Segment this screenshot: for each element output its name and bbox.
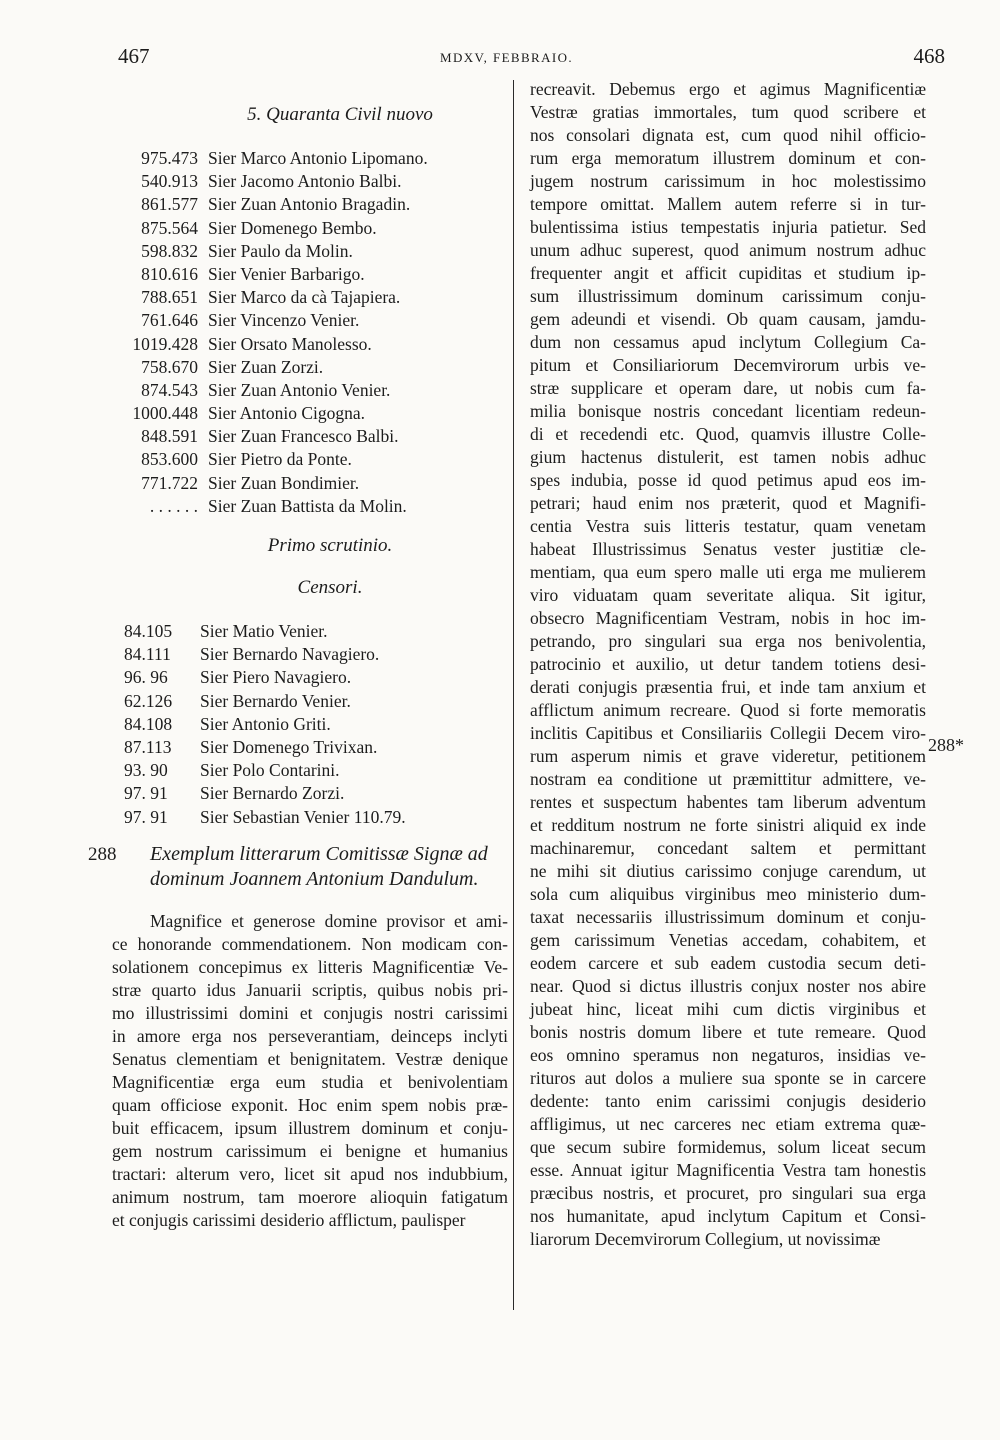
vote-count: 97. 91 — [124, 806, 168, 827]
page-number-left: 467 — [118, 44, 150, 68]
censor-row — [112, 644, 508, 667]
text-line: di et recedendi etc. Quod, quamvis illustre Colle- — [530, 424, 926, 444]
vote-count: 84.108 — [124, 713, 173, 734]
vote-count: 810.616 — [141, 263, 198, 284]
vote-count: 84.105 — [124, 621, 173, 641]
text-line: Magnificentiæ erga eum studia et benivolentiam — [112, 1071, 508, 1092]
document-number: 288 — [88, 843, 117, 865]
text-line: gem adeundi et visendi. Ob quam causam, jamdu- — [530, 309, 926, 329]
page-number-right: 468 — [913, 44, 945, 68]
text-line: jugem nostrum carissimum in hoc molestissimo — [530, 171, 926, 191]
left-column — [88, 104, 508, 1232]
text-line: nos consolari dignata est, cum quod nihil officio- — [530, 125, 926, 145]
election-row — [112, 449, 508, 472]
text-line: gem nostrum carissimum ei benigne et humanius — [112, 1140, 508, 1161]
candidate-name: Sier Piero Navagiero. — [200, 667, 352, 688]
text-line: esse. Annuat igitur Magnificentia Vestra tam honestis — [530, 1160, 926, 1180]
text-line: rituros aut dolos a muliere sua sponte se in carcere — [530, 1068, 926, 1088]
candidate-name: Sier Polo Contarini. — [200, 760, 340, 781]
text-line: rentes et suspectum habentes tam liberum adventum — [530, 792, 926, 812]
candidate-name: Sier Marco da cà Tajapiera. — [208, 287, 401, 308]
document-heading — [88, 842, 508, 892]
candidate-name: Sier Zuan Bondimier. — [208, 472, 360, 493]
text-line: ne mihi sit diutius carissimo conjuge carendum, ut — [530, 861, 926, 881]
vote-count: 87.113 — [124, 736, 172, 757]
censors-subtitle: Censori. — [297, 577, 363, 598]
candidate-name: Sier Matio Venier. — [200, 621, 328, 641]
election-row — [112, 264, 508, 287]
text-line: in amore erga nos perseverantiam, deinceps inclyti — [112, 1025, 508, 1046]
text-line: nostram ea conditione ut præmittitur admittere, ve- — [530, 769, 926, 789]
text-line: centia Vestra suis litteris testatur, quam venetam — [530, 516, 926, 536]
text-line: petrari; haud enim nos præterit, quod et Magnifi- — [530, 493, 926, 513]
vote-count: 874.543 — [141, 379, 198, 400]
candidate-name: Sier Antonio Griti. — [200, 713, 331, 734]
text-line: rum asperum nimis et grave videretur, petitionem — [530, 746, 926, 766]
text-line: near. Quod si dictus illustris conjux noster nos abire — [530, 976, 926, 996]
text-line: taxat necessariis illustrissimum dominum et conju- — [530, 907, 926, 927]
text-line: bonis nostris domum libere et tute remeare. Quod — [530, 1022, 926, 1042]
vote-count: 540.913 — [141, 171, 198, 192]
censor-row — [112, 621, 508, 644]
election-row — [112, 334, 508, 357]
text-line: obsecro Magnificentiam Vestram, nobis in hoc im- — [530, 608, 926, 628]
vote-count: 861.577 — [141, 194, 198, 215]
vote-count: 1000.448 — [132, 403, 198, 424]
text-line: buit efficacem, ipsum illustrem dominum et conju- — [112, 1117, 508, 1138]
election-row — [112, 310, 508, 333]
text-line: milia bonisque nostris concedant licentiam redeun- — [530, 401, 926, 421]
text-line: gem carissimum Venetias accedam, cohabitem, et — [530, 930, 926, 950]
text-line: frequenter angit et afficit cupiditas et studium ip- — [530, 263, 926, 283]
text-line: tempore omittat. Mallem autem referre si in tur- — [530, 194, 926, 214]
election-row — [112, 287, 508, 310]
text-line: stræ quarto idus Januarii scriptis, quibus nobis pri- — [112, 979, 508, 1000]
election-row — [112, 403, 508, 426]
election-row — [112, 171, 508, 194]
election-row — [112, 148, 508, 171]
vote-count: 1019.428 — [132, 333, 198, 354]
text-line: tractari: alterum vero, licet sit apud nos indubbium, — [112, 1163, 508, 1184]
candidate-name: Sier Jacomo Antonio Balbi. — [208, 171, 402, 192]
candidate-name: Sier Domenego Bembo. — [208, 217, 377, 238]
text-line: dedente: tanto enim carissimi conjugis desiderio — [530, 1091, 926, 1111]
text-line: mentiam, qua eum spero malle uti erga me mulierem — [530, 562, 926, 582]
text-line: unum adhuc superest, quod animum nostrum adhuc — [530, 240, 926, 260]
text-line: rum erga memoratum illustrem dominum et con- — [530, 148, 926, 168]
text-line: affligimus, ut nec carceres nec etiam extrema quæ- — [530, 1114, 926, 1134]
running-title: MDXV, FEBBRAIO. — [440, 50, 574, 65]
candidate-name: Sier Orsato Manolesso. — [208, 333, 372, 354]
election-row — [112, 380, 508, 403]
text-line: sola cum aliquibus virginibus meo ministerio dum- — [530, 884, 926, 904]
candidate-name: Sier Sebastian Venier 110.79. — [200, 806, 406, 827]
text-line: quam officiose exponit. Hoc enim spem nobis præ- — [112, 1094, 508, 1115]
candidate-name: Sier Venier Barbarigo. — [208, 263, 365, 284]
candidate-name: Sier Bernardo Navagiero. — [200, 644, 380, 665]
vote-count: 761.646 — [141, 310, 198, 331]
text-line: viro viduatam quam severitate aliqua. Sit igitur, — [530, 585, 926, 605]
candidate-name: Sier Vincenzo Venier. — [208, 310, 360, 331]
left-body-text — [112, 910, 508, 1232]
election-row — [112, 473, 508, 496]
vote-count: 97. 91 — [124, 783, 168, 804]
vote-count: 62.126 — [124, 690, 173, 711]
text-line: Magnifice et generose domine provisor et ami- — [150, 910, 508, 931]
election-row — [112, 426, 508, 449]
text-line: ce honorande commendationem. Non modicam con- — [112, 933, 508, 954]
candidate-name: Sier Bernardo Venier. — [200, 690, 351, 711]
right-column — [530, 78, 926, 1251]
text-line: sum illustrissimum dominum carissimum conju- — [530, 286, 926, 306]
vote-count: 853.600 — [141, 449, 198, 470]
censor-row — [112, 783, 508, 806]
censor-row — [112, 737, 508, 760]
page-header — [0, 44, 1000, 74]
text-line: petrando, pro singulari sua erga nos benivolentia, — [530, 631, 926, 651]
censor-row — [112, 807, 508, 830]
candidate-name: Sier Zuan Zorzi. — [208, 356, 324, 377]
candidate-name: Sier Bernardo Zorzi. — [200, 783, 345, 804]
censor-row — [112, 691, 508, 714]
election-row — [112, 357, 508, 380]
election-row — [112, 218, 508, 241]
text-line: nos humanitate, apud inclytum Capitum et Consi- — [530, 1206, 926, 1226]
text-line: pitum et Consiliariorum Decemvirorum urbis ve- — [530, 355, 926, 375]
candidate-name: Sier Zuan Francesco Balbi. — [208, 426, 399, 447]
text-line: jubeat hinc, liceat mihi cum dictis virginibus et — [530, 999, 926, 1019]
column-divider — [513, 80, 514, 1310]
censor-list — [112, 621, 508, 830]
election-row — [112, 241, 508, 264]
vote-count: 848.591 — [141, 426, 198, 447]
text-line: derati conjugis præsentia frui, et inde tam anxium et — [530, 677, 926, 697]
text-line: bulentissima istius tempestatis injuria patietur. Sed — [530, 217, 926, 237]
candidate-name: Sier Marco Antonio Lipomano. — [208, 148, 428, 168]
text-line: Vestræ gratias immortales, tum quod scribere et — [530, 102, 926, 122]
election-row — [112, 496, 508, 519]
text-line: eos omnino speramus non negaturos, insidias ve- — [530, 1045, 926, 1065]
text-line: eodem carcere et sub eadem custodia secum deti- — [530, 953, 926, 973]
text-line: liarorum Decemvirorum Collegium, ut novissimæ — [530, 1229, 881, 1249]
vote-count: . . . . . . — [149, 495, 198, 516]
text-line: dum non cessamus apud inclytum Collegium Ca- — [530, 332, 926, 352]
text-line: gium hactenus distulerit, est tamen nobis adhuc — [530, 447, 926, 467]
text-line: et redditum nostrum ne forte sinistri aliquid ex inde — [530, 815, 926, 835]
election-row — [112, 194, 508, 217]
text-line: Senatus clementiam et benignitatem. Vestræ denique — [112, 1048, 508, 1069]
candidate-name: Sier Pietro da Ponte. — [208, 449, 352, 470]
text-line: stræ supplicare et operam dare, ut nobis cum fa- — [530, 378, 926, 398]
text-line: que secum subire formidemus, solum liceat secum — [530, 1137, 926, 1157]
candidate-name: Sier Zuan Antonio Bragadin. — [208, 194, 411, 215]
text-line: solationem concepimus ex litteris Magnificentiæ Ve- — [112, 956, 508, 977]
candidate-name: Sier Domenego Trivixan. — [200, 736, 378, 757]
election-list — [112, 148, 508, 519]
text-line: et conjugis carissimi desiderio afflictum, paulisper — [112, 1209, 466, 1230]
text-line: habeat Illustrissimus Senatus vester justitiæ cle- — [530, 539, 926, 559]
censor-row — [112, 714, 508, 737]
vote-count: 975.473 — [141, 148, 198, 168]
vote-count: 758.670 — [141, 356, 198, 377]
text-line: machinaremur, concedant saltem et permittant — [530, 838, 926, 858]
vote-count: 788.651 — [141, 287, 198, 308]
vote-count: 96. 96 — [124, 667, 168, 688]
candidate-name: Sier Antonio Cigogna. — [208, 403, 366, 424]
section-title: 5. Quaranta Civil nuovo — [247, 104, 433, 125]
text-line: mo illustrissimi domini et conjugis nostri carissimi — [112, 1002, 508, 1023]
text-line: præcibus nostris, et procuret, pro singulari sua erga — [530, 1183, 926, 1203]
text-line: recreavit. Debemus ergo et agimus Magnificentiæ — [530, 79, 926, 99]
vote-count: 93. 90 — [124, 760, 168, 781]
vote-count: 598.832 — [141, 240, 198, 261]
censor-row — [112, 760, 508, 783]
text-line: afflictum animum recreare. Quod si forte memoratis — [530, 700, 926, 720]
document-heading-line: Exemplum litterarum Comitissæ Signæ ad — [150, 842, 488, 865]
text-line: spes indubia, posse id quod petimus apud eos im- — [530, 470, 926, 490]
text-line: inclitis Capitibus et Consiliariis Collegii Decem viro- — [530, 723, 926, 743]
vote-count: 771.722 — [141, 472, 198, 493]
text-line: animum nostrum, tam moerore alioquin fatigatum — [112, 1186, 508, 1207]
vote-count: 84.111 — [124, 644, 171, 665]
vote-count: 875.564 — [141, 217, 198, 238]
candidate-name: Sier Zuan Antonio Venier. — [208, 379, 391, 400]
candidate-name: Sier Paulo da Molin. — [208, 240, 353, 261]
scrutiny-title: Primo scrutinio. — [267, 535, 393, 556]
text-line: patrocinio et auxilio, ut detur tandem totiens desi- — [530, 654, 926, 674]
document-heading-line: dominum Joannem Antonium Dandulum. — [150, 867, 479, 890]
censor-row — [112, 667, 508, 690]
candidate-name: Sier Zuan Battista da Molin. — [208, 495, 407, 516]
margin-note: 288* — [928, 735, 964, 755]
